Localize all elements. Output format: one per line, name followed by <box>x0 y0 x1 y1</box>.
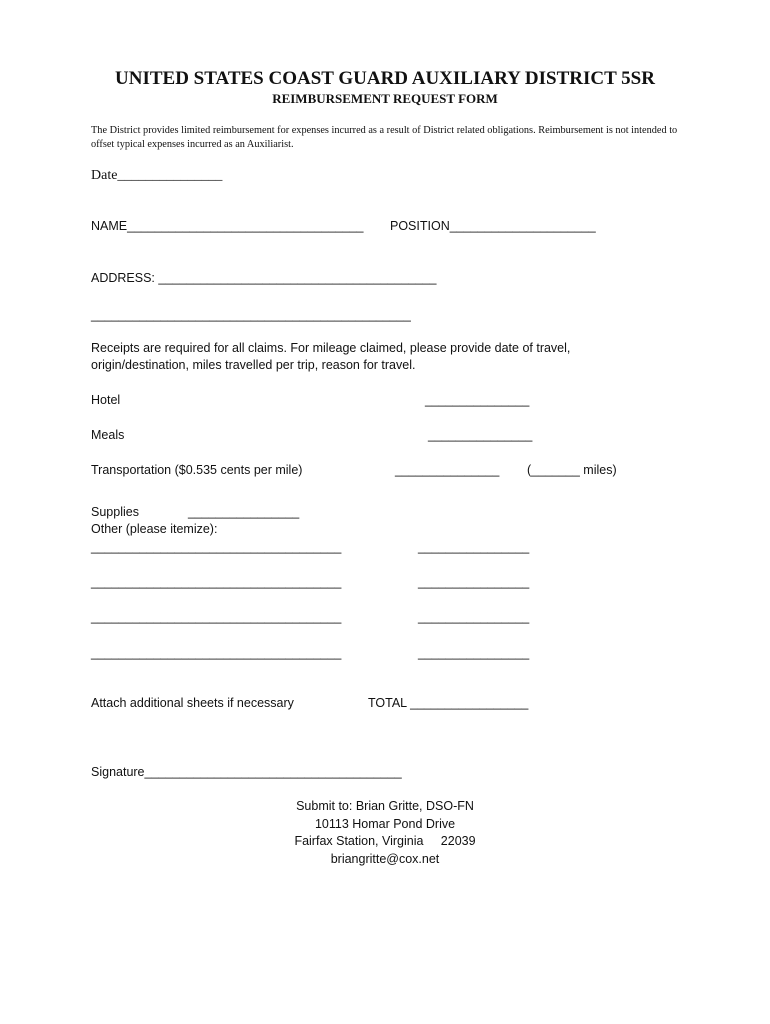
other-item-amount[interactable]: ________________ <box>418 646 530 660</box>
transportation-label: Transportation ($0.535 cents per mile) <box>91 463 303 477</box>
other-item-description[interactable]: ____________________________________ <box>91 610 342 624</box>
attach-note: Attach additional sheets if necessary <box>91 696 294 710</box>
hotel-label: Hotel <box>91 393 121 407</box>
position-field[interactable]: POSITION_____________________ <box>390 219 596 233</box>
supplies-amount-field[interactable]: ________________ <box>188 505 300 519</box>
other-item-amount[interactable]: ________________ <box>418 610 530 624</box>
signature-field[interactable]: Signature_____________________________________ <box>91 765 402 779</box>
transportation-amount-field[interactable]: _______________ <box>395 463 500 477</box>
form-subtitle: REIMBURSEMENT REQUEST FORM <box>272 91 498 106</box>
intro-paragraph: The District provides limited reimbursement for expenses incurred as a result of District related obligations. Reimbursement is not intended to offset typical expenses incurred as an Auxiliarist. <box>91 125 678 150</box>
date-field[interactable]: Date_______________ <box>91 168 223 183</box>
name-field[interactable]: NAME__________________________________ <box>91 219 364 233</box>
hotel-amount-field[interactable]: _______________ <box>425 393 530 407</box>
total-field[interactable]: TOTAL _________________ <box>368 696 529 710</box>
other-item-description[interactable]: ____________________________________ <box>91 646 342 660</box>
submit-email: briangritte@cox.net <box>330 852 440 866</box>
submit-street: 10113 Homar Pond Drive <box>314 817 456 831</box>
other-item-amount[interactable]: ________________ <box>418 540 530 554</box>
other-item-description[interactable]: ____________________________________ <box>91 540 342 554</box>
other-item-amount[interactable]: ________________ <box>418 575 530 589</box>
address-field[interactable]: ADDRESS: ________________________________________ <box>91 271 437 285</box>
other-item-description[interactable]: ____________________________________ <box>91 575 342 589</box>
submit-to: Submit to: Brian Gritte, DSO-FN <box>296 799 474 813</box>
other-label: Other (please itemize): <box>91 522 218 536</box>
receipts-note-line-1: Receipts are required for all claims. For mileage claimed, please provide date of travel, <box>91 341 571 355</box>
address-line-2[interactable]: ______________________________________________ <box>91 308 411 322</box>
meals-label: Meals <box>91 428 125 442</box>
supplies-label: Supplies <box>91 505 139 519</box>
receipts-note-line-2: origin/destination, miles travelled per trip, reason for travel. <box>91 358 416 372</box>
miles-field[interactable]: (_______ miles) <box>527 463 617 477</box>
submit-city: Fairfax Station, Virginia 22039 <box>294 834 476 848</box>
meals-amount-field[interactable]: _______________ <box>428 428 533 442</box>
form-title: UNITED STATES COAST GUARD AUXILIARY DISTRICT 5SR <box>115 68 655 89</box>
